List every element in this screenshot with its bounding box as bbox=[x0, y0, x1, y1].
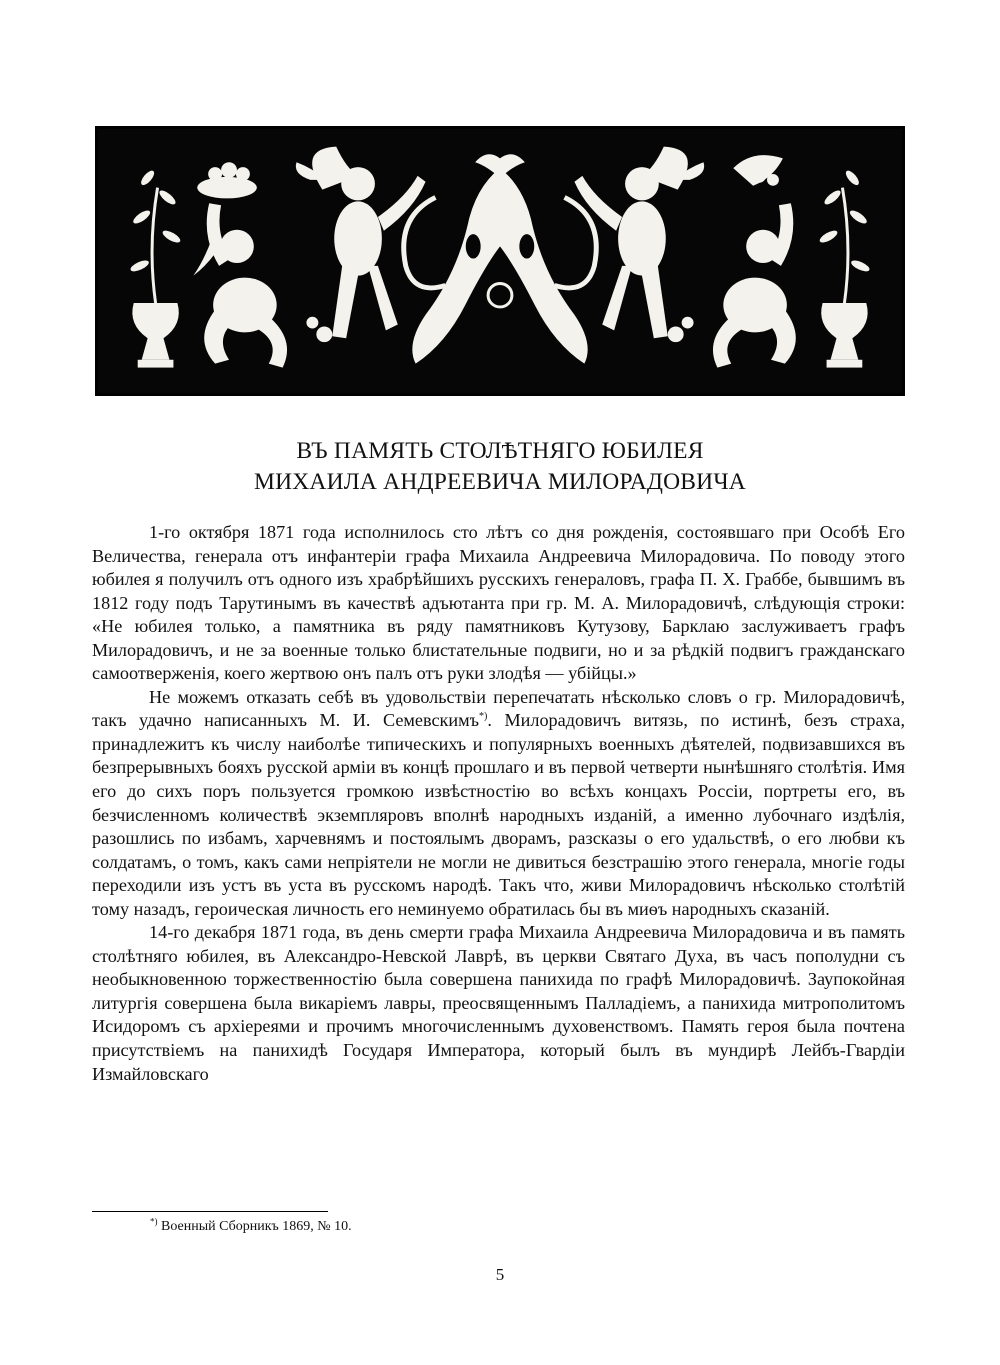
paragraph-1: 1-го октября 1871 года исполнилось сто лѣтъ со дня рожденія, состоявшаго при Особѣ Его Величества, генерала отъ инфантеріи графа Михаила Андреевича Милорадовича. По поводу этого юбилея я получилъ отъ одного изъ храбрѣйшихъ русскихъ генераловъ, графа П. Х. Граббе, бывшимъ въ 1812 году подъ Тарутинымъ въ качествѣ адъютанта при гр. М. А. Милорадовичѣ, слѣдующія строки: «Не юбилея только, а памятника въ ряду памятниковъ Кутузову, Барклаю заслуживаетъ графъ Милорадовичъ, и не за военные только блистательные подвиги, но и за рѣдкій подвигъ гражданскаго самоотверженія, коего жертвою онъ палъ отъ руки злодѣя — убійцы.» bbox=[92, 522, 905, 684]
paragraph-2-text-end: . Милорадовичъ витязь, по истинѣ, безъ страха, принадлежитъ къ числу наиболѣе типическихъ и популярныхъ военныхъ дѣятелей, подвизавшихся въ безпрерывныхъ бояхъ русской арміи въ концѣ прошлаго и въ первой четверти нынѣшняго столѣтія. Имя его до сихъ поръ пользуется громкою извѣстностію во всѣхъ концахъ Россіи, портреты его, въ безчисленномъ количествѣ экземпляровъ вполнѣ народныхъ изданій, а именно лубочнаго издѣлія, разошлись по избамъ, харчевнямъ и постоялымъ дворамъ, разсказы о его удальствѣ, о его любви къ солдатамъ, о томъ, какъ сами непріятели не могли не дивиться безстрашію этого генерала, многіе годы переходили изъ устъ въ уста въ русскомъ народѣ. Такъ что, живи Милорадовичъ нѣсколько столѣтій тому назадъ, героическая личность его неминуемо обратилась бы въ миѳъ народныхъ сказаній. bbox=[92, 710, 905, 919]
footnote bbox=[150, 1218, 352, 1236]
page-number: 5 bbox=[495, 1265, 505, 1284]
title-line-2: МИХАИЛА АНДРЕЕВИЧА МИЛОРАДОВИЧА bbox=[254, 469, 746, 495]
footnote-marker: *) bbox=[150, 1216, 158, 1227]
article-body bbox=[92, 521, 905, 1086]
footnote-text: Военный Сборникъ 1869, № 10. bbox=[157, 1219, 352, 1234]
paragraph-2-text-start: Не можемъ отказать себѣ въ удовольствіи перепечатать нѣсколько словъ о гр. Милорадовичѣ, такъ удачно написанныхъ М. И. Семевскимъ bbox=[92, 686, 905, 731]
paragraph-2 bbox=[92, 686, 905, 921]
footnote-reference: *) bbox=[479, 711, 488, 723]
ornamental-headpiece bbox=[95, 126, 905, 396]
woodcut-ornament-image bbox=[98, 129, 902, 393]
footnote-separator bbox=[92, 1211, 328, 1212]
paragraph-3: 14-го декабря 1871 года, въ день смерти графа Михаила Андреевича Милорадовича и въ память столѣтняго юбилея, въ Александро-Невской Лаврѣ, въ церкви Святаго Духа, въ часъ пополудни съ необыкновенною торжественностію была совершена панихида по графѣ Милорадовичѣ. Заупокойная литургія совершена была викаріемъ лавры, преосвященнымъ Палладіемъ, а панихида митрополитомъ Исидоромъ съ архіереями и прочимъ многочисленнымъ духовенствомъ. Память героя была почтена присутствіемъ на панихидѣ Государя Императора, который былъ въ мундирѣ Лейбъ-Гвардіи Измайловскаго bbox=[92, 922, 905, 1084]
title-line-1: ВЪ ПАМЯТЬ СТОЛѢТНЯГО ЮБИЛЕЯ bbox=[296, 438, 704, 464]
article-title bbox=[95, 436, 905, 498]
